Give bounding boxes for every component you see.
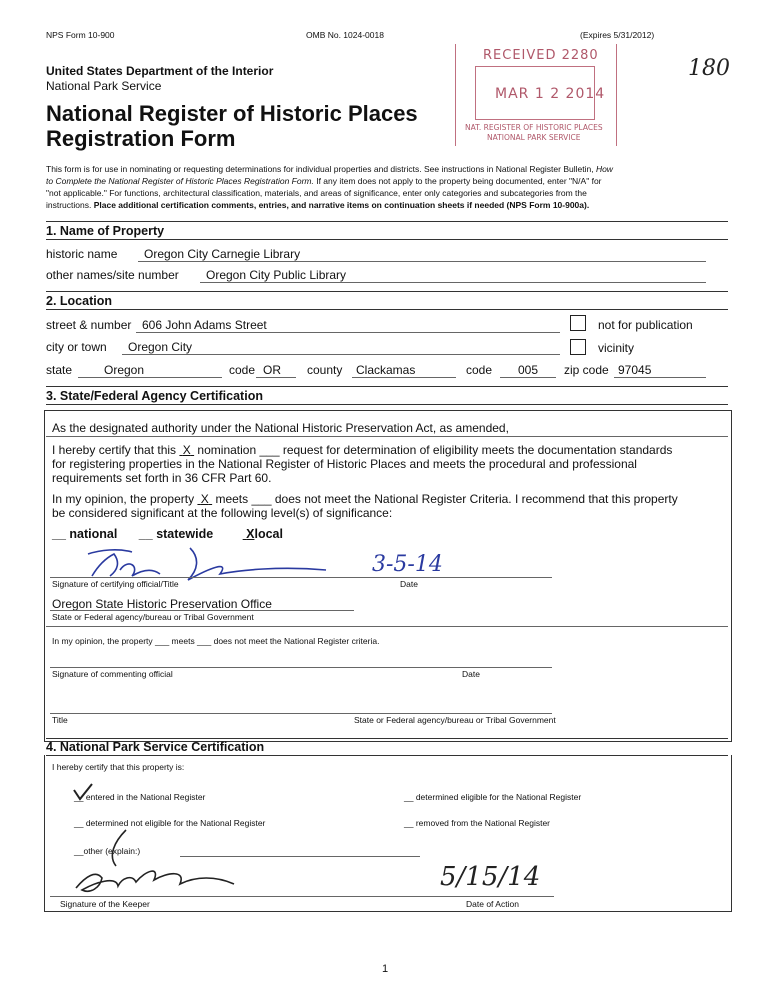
intro-text: instructions. Place additional certification comments, entries, and narrative items on continuation sheets if needed (NPS Form 10-900a). (46, 200, 590, 210)
opinion-text-2: be considered significant at the following level(s) of significance: (52, 506, 393, 520)
county-label: county (307, 363, 343, 377)
stamp-line2: NATIONAL PARK SERVICE (487, 133, 581, 142)
intro-text: "not applicable." For functions, architectural classification, materials, and areas of significance, enter only categories and subcategories from the (46, 188, 587, 198)
office-value: Oregon State Historic Preservation Office (52, 597, 272, 611)
office-label: State or Federal agency/bureau or Tribal Government (52, 612, 254, 622)
agency-label: State or Federal agency/bureau or Tribal Government (354, 715, 556, 725)
state-label: state (46, 363, 73, 377)
stamp-line1: NAT. REGISTER OF HISTORIC PLACES (465, 123, 603, 132)
other-names-value: Oregon City Public Library (206, 268, 347, 282)
commenting-signature-label: Signature of commenting official (52, 669, 173, 679)
date-of-action-label: Date of Action (466, 899, 519, 909)
certify-text-2: for registering properties in the National Register of Historic Places and meets the procedural and professional (52, 457, 637, 471)
handwritten-reference-number: 180 (688, 56, 730, 81)
opinion-text: In my opinion, the property X meets ___ does not meet the National Register Criteria. I recommend that this property (52, 492, 678, 506)
commenting-date-label: Date (462, 669, 480, 679)
form-subtitle: Registration Form (46, 126, 236, 151)
service-name: National Park Service (46, 79, 162, 93)
date-of-action-handwritten: 5/15/14 (440, 862, 541, 892)
state-value: Oregon (104, 363, 145, 377)
section-2-heading: 2. Location (46, 294, 112, 308)
expiration-date: (Expires 5/31/2012) (580, 30, 655, 40)
title-label: Title (52, 715, 68, 725)
nps-certify-text: I hereby certify that this property is: (52, 762, 185, 772)
section-3-heading: 3. State/Federal Agency Certification (46, 389, 263, 403)
form-title: National Register of Historic Places (46, 101, 418, 126)
zip-label: zip code (564, 363, 609, 377)
stamp-received: RECEIVED 2280 (483, 48, 599, 63)
state-code-value: OR (263, 363, 281, 377)
comment-opinion-text: In my opinion, the property ___ meets ___ does not meet the National Register criteria. (52, 636, 380, 646)
omb-number: OMB No. 1024-0018 (306, 30, 384, 40)
stamp-date: MAR 1 2 2014 (495, 86, 606, 102)
other-names-label: other names/site number (46, 268, 179, 282)
section-4-heading: 4. National Park Service Certification (46, 740, 265, 754)
authority-text: As the designated authority under the National Historic Preservation Act, as amended, (52, 421, 509, 435)
section-1-heading: 1. Name of Property (46, 224, 165, 238)
certify-text: I hereby certify that this X nomination ___ request for determination of eligibility meets the documentation standards (52, 443, 673, 457)
received-stamp (455, 44, 615, 146)
county-code-value: 005 (518, 363, 539, 377)
department-name: United States Department of the Interior (46, 64, 274, 78)
form-number: NPS Form 10-900 (46, 30, 115, 40)
keeper-label: Signature of the Keeper (60, 899, 150, 909)
county-code-label: code (466, 363, 493, 377)
removed-option: __ removed from the National Register (404, 818, 550, 828)
certification-date-handwritten: 3-5-14 (372, 552, 443, 577)
vicinity-checkbox[interactable] (570, 339, 586, 355)
county-value: Clackamas (356, 363, 416, 377)
determined-not-eligible-option: __ determined not eligible for the National Register (74, 818, 266, 828)
determined-eligible-option: __ determined eligible for the National Register (404, 792, 582, 802)
not-for-publication-label: not for publication (598, 318, 693, 332)
not-for-publication-checkbox[interactable] (570, 315, 586, 331)
entered-option: __ entered in the National Register (74, 792, 206, 802)
intro-text: This form is for use in nominating or requesting determinations for individual properties and districts. See instructions in National Register Bulletin, How (46, 164, 613, 174)
other-option: __other (explain:) (74, 846, 141, 856)
city-label: city or town (46, 340, 107, 354)
state-code-label: code (229, 363, 256, 377)
zip-value: 97045 (618, 363, 652, 377)
signature-label: Signature of certifying official/Title (52, 579, 179, 589)
intro-text: to Complete the National Register of Historic Places Registration Form. If any item does not apply to the property being documented, enter "N/A" for (46, 176, 602, 186)
vicinity-label: vicinity (598, 341, 635, 355)
page-number: 1 (382, 963, 389, 975)
city-value: Oregon City (128, 340, 193, 354)
historic-name-label: historic name (46, 247, 118, 261)
street-label: street & number (46, 318, 132, 332)
date-label: Date (400, 579, 418, 589)
street-value: 606 John Adams Street (142, 318, 267, 332)
keeper-box (44, 755, 732, 912)
certify-text-3: requirements set forth in 36 CFR Part 60. (52, 471, 272, 485)
significance-levels: __ national __ statewide Xlocal (52, 527, 283, 541)
historic-name-value: Oregon City Carnegie Library (144, 247, 301, 261)
